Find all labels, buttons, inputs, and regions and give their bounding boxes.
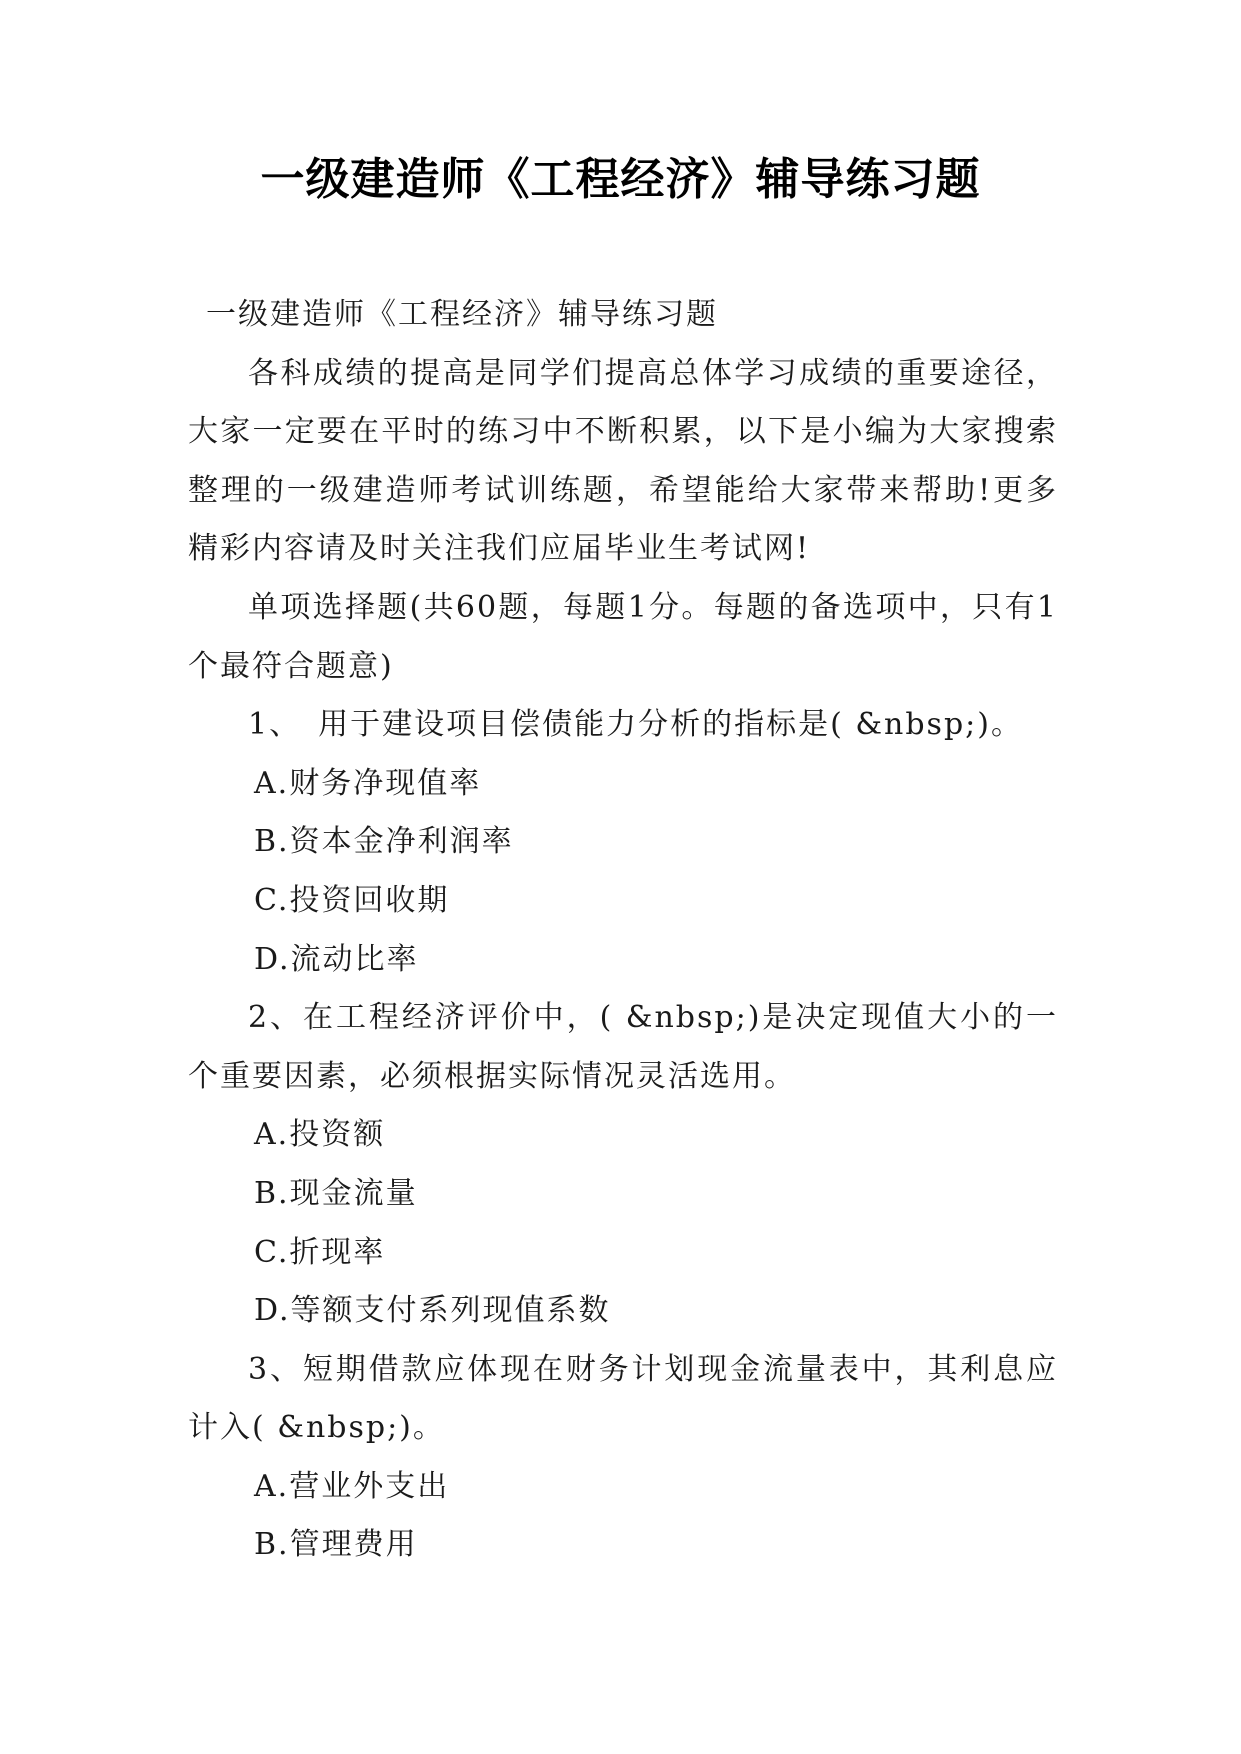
document-subtitle: 一级建造师《工程经济》辅导练习题 bbox=[206, 297, 718, 332]
question-3-option-b: B.管理费用 bbox=[254, 1527, 418, 1563]
section-heading: 单项选择题(共60题，每题1分。每题的备选项中，只有1个最符合题意) bbox=[188, 589, 1058, 684]
question-2-option-b: B.现金流量 bbox=[254, 1175, 418, 1211]
question-2-option-a: A.投资额 bbox=[254, 1117, 386, 1153]
question-2-option-d: D.等额支付系列现值系数 bbox=[254, 1293, 611, 1329]
question-3-option-a: A.营业外支出 bbox=[254, 1468, 450, 1504]
document-body bbox=[188, 286, 1058, 1575]
question-2-option-c: C.折现率 bbox=[254, 1234, 386, 1270]
question-1-option-c: C.投资回收期 bbox=[254, 882, 450, 918]
question-1-option-d: D.流动比率 bbox=[254, 941, 419, 977]
question-1-option-a: A.财务净现值率 bbox=[254, 765, 482, 801]
question-stem-3: 3、短期借款应体现在财务计划现金流量表中，其利息应计入( &nbsp;)。 bbox=[188, 1351, 1058, 1446]
document-title: 一级建造师《工程经济》辅导练习题 bbox=[260, 154, 981, 205]
question-stem-1: 1、 用于建设项目偿债能力分析的指标是( &nbsp;)。 bbox=[248, 707, 1023, 743]
question-1-option-b: B.资本金净利润率 bbox=[254, 824, 514, 860]
intro-paragraph: 各科成绩的提高是同学们提高总体学习成绩的重要途径，大家一定要在平时的练习中不断积累，以下是小编为大家搜索整理的一级建造师考试训练题，希望能给大家带来帮助!更多精彩内容请及时关注我们应届毕业生考试网! bbox=[188, 355, 1058, 567]
question-stem-2: 2、在工程经济评价中，( &nbsp;)是决定现值大小的一个重要因素，必须根据实际情况灵活选用。 bbox=[188, 1000, 1058, 1094]
